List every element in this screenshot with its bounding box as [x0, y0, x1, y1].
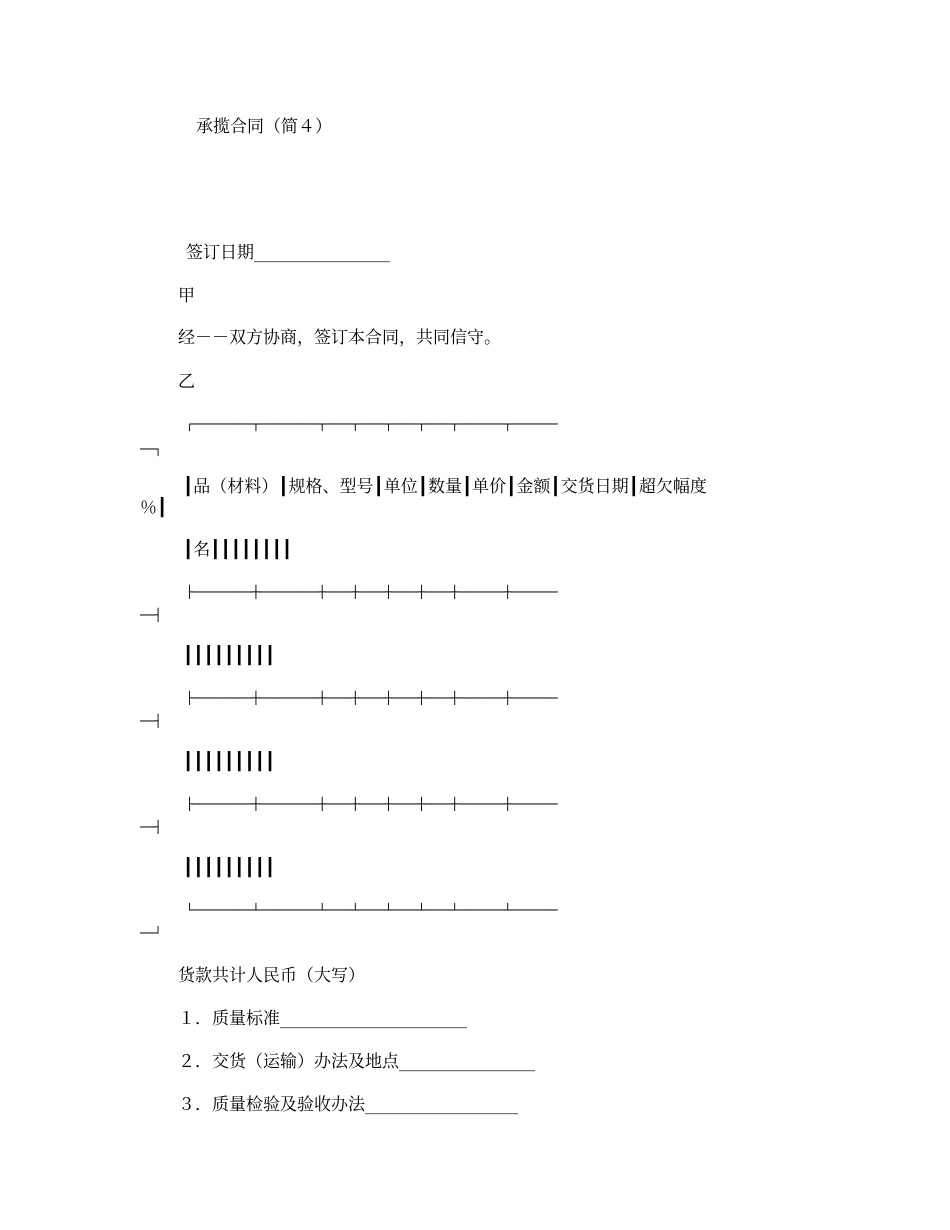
table-separator-2-continuation: ──┤: [140, 714, 162, 728]
contract-title: 承揽合同（简４）: [196, 117, 332, 137]
party-a-label: 甲: [178, 286, 195, 306]
signing-date-line: 签订日期________________: [186, 243, 390, 263]
clause-inspection-method: ３．质量检验及验收办法__________________: [178, 1095, 518, 1115]
table-separator-3: ├─────────┼─────────┼────┼────┼────┼────┼───────┼───────: [186, 797, 557, 811]
table-top-border-continuation: ──┐: [140, 442, 162, 456]
table-header-row-continuation: ％┃: [140, 498, 168, 518]
table-separator-1-continuation: ──┤: [140, 608, 162, 622]
table-bottom-border-continuation: ──┘: [140, 926, 162, 940]
table-empty-row-2: ┃┃┃┃┃┃┃┃┃: [183, 752, 276, 772]
table-header-row-second: ┃名┃┃┃┃┃┃┃┃: [183, 540, 293, 560]
table-header-row: ┃品（材料）┃规格、型号┃单位┃数量┃单价┃金额┃交货日期┃超欠幅度: [183, 477, 707, 497]
clause-delivery-method: ２．交货（运输）办法及地点________________: [178, 1052, 535, 1072]
table-separator-3-continuation: ──┤: [140, 820, 162, 834]
agreement-statement: 经－－双方协商，签订本合同，共同信守。: [178, 328, 501, 348]
table-empty-row-1: ┃┃┃┃┃┃┃┃┃: [183, 646, 276, 666]
table-separator-2: ├─────────┼─────────┼────┼────┼────┼────┼───────┼───────: [186, 691, 557, 705]
clause-quality-standard: １．质量标准______________________: [178, 1009, 467, 1029]
table-separator-1: ├─────────┼─────────┼────┼────┼────┼────┼───────┼───────: [186, 585, 557, 599]
table-empty-row-3: ┃┃┃┃┃┃┃┃┃: [183, 858, 276, 878]
table-top-border: ┌─────────┬─────────┬────┬────┬────┬────┬───────┬───────: [186, 417, 557, 431]
table-bottom-border: └─────────┴─────────┴────┴────┴────┴────┴───────┴───────: [186, 903, 557, 917]
total-payment-line: 货款共计人民币（大写）: [178, 966, 365, 986]
party-b-label: 乙: [178, 372, 195, 392]
